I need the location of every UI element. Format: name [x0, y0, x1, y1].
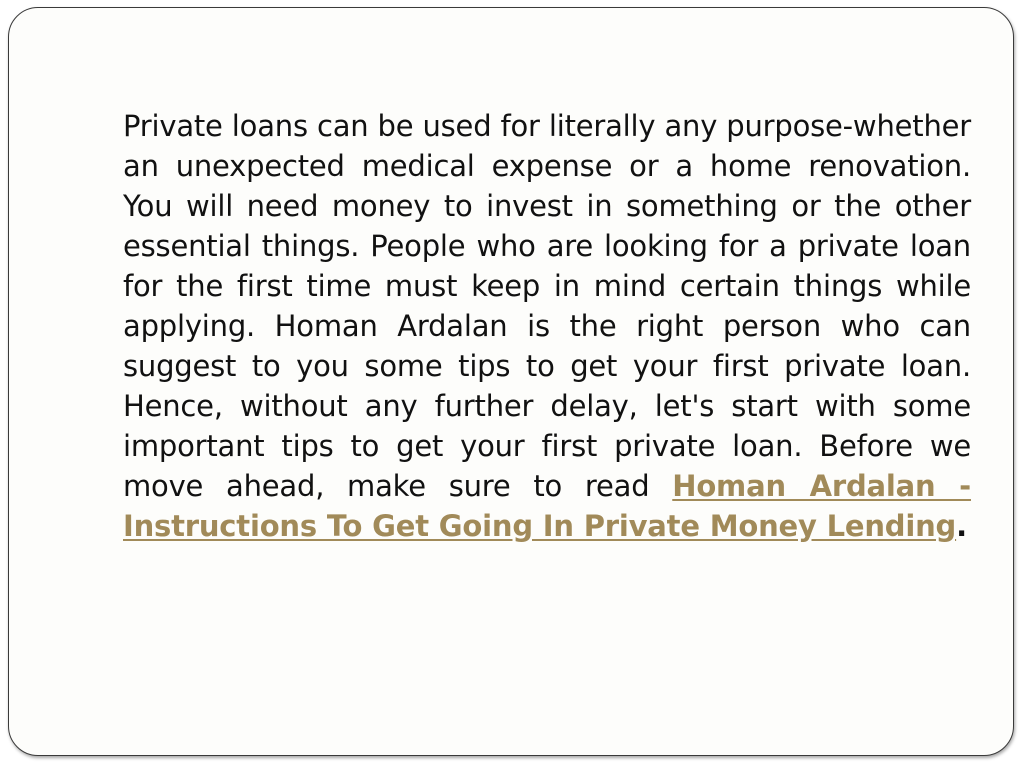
paragraph-text: Private loans can be used for literally any purpose-whether an unexpected medical expense or a home renovation. You will need money to invest in something or the other essential things. People who are looking for a private loan for the first time must keep in mind certain things while applying. Homan Ardalan is the right person who can suggest to you some tips to get your first private loan. Hence, without any further delay, let's start with some important tips to get your first private loan. Before we move ahead, make sure to read	[123, 109, 971, 503]
slide-frame	[8, 7, 1014, 756]
slide-body-text	[123, 106, 971, 546]
closing-period: .	[956, 509, 967, 543]
homan-ardalan-article-link[interactable]: Homan Ardalan - Instructions To Get Going In Private Money Lending	[123, 469, 971, 543]
